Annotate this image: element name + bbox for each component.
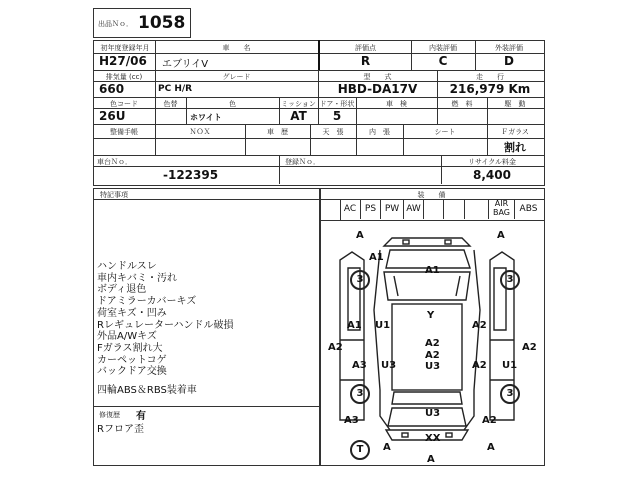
remark-item: バックドア交換 — [97, 366, 167, 378]
equipment-cell — [444, 199, 465, 219]
damage-mark-circle: 3 — [350, 270, 370, 290]
damage-mark: A — [356, 230, 364, 241]
model-name: エブリイV — [162, 59, 209, 70]
fuel-label: 燃 料 — [451, 100, 473, 108]
equipment-cell: AW — [404, 199, 424, 219]
doors-label: ドア・形状 — [319, 100, 355, 108]
damage-mark-circle: 3 — [500, 384, 520, 404]
chassis-number: -122395 — [163, 168, 219, 182]
mileage-label: 走 行 — [476, 73, 504, 81]
color-label: 色 — [229, 100, 236, 108]
damage-mark: A1 — [369, 252, 384, 263]
sunroof-label: 天 張 — [322, 128, 344, 136]
damage-mark: A3 — [352, 360, 367, 371]
damage-mark-circle: 3 — [500, 270, 520, 290]
glass-label: Ｆガラス — [501, 128, 529, 136]
damage-mark: A — [487, 442, 495, 453]
equipment-cell — [424, 199, 444, 219]
remark-item: ハンドルスレ — [97, 261, 157, 272]
damage-mark: U1 — [502, 360, 518, 371]
equipment-cell: AIR BAG — [489, 199, 515, 219]
abs-note: 四輪ABS＆RBS装着車 — [97, 385, 197, 396]
damage-mark: A2 — [522, 342, 537, 353]
history-label: 車 歴 — [267, 128, 288, 136]
damage-mark: U3 — [425, 408, 441, 419]
equipment-cell: ABS — [519, 204, 538, 214]
remark-item: 荷室キズ・凹み — [97, 307, 167, 319]
exterior-grade-label: 外装評価 — [495, 44, 523, 52]
registration-label: 登録Ｎｏ． — [285, 158, 320, 166]
equipment-cell: PW — [381, 199, 404, 219]
remark-item: 車内キバミ・汚れ — [97, 272, 177, 284]
damage-mark: A — [427, 454, 435, 465]
seat-label: シート — [434, 128, 456, 136]
remark-item: カーペットコゲ — [97, 354, 167, 366]
damage-mark: A2 — [472, 360, 487, 371]
damage-mark: U3 — [381, 360, 397, 371]
remark-item: ボディ退色 — [97, 284, 147, 296]
inspection-label: 車 検 — [386, 100, 407, 108]
grade: PC H/R — [158, 84, 193, 94]
damage-mark: A — [497, 230, 505, 241]
damage-mark: XX — [425, 433, 441, 444]
damage-mark: A1 — [347, 320, 362, 331]
equipment-label: 装 備 — [417, 191, 446, 199]
damage-mark: Y — [427, 310, 435, 321]
drive-label: 駆 動 — [504, 100, 526, 108]
remark-item: ドアミラーカバーキズ — [97, 296, 197, 308]
model-code: HBD-DA17V — [337, 82, 418, 96]
damage-mark: A2 — [425, 338, 440, 349]
interior-grade: C — [438, 54, 448, 68]
repair-note: Rフロア歪 — [97, 424, 144, 435]
chassis-label: 車台Ｎｏ． — [97, 158, 132, 166]
grade-label: グレード — [222, 73, 251, 81]
damage-mark: A2 — [328, 342, 343, 353]
model-name-label: 車 名 — [222, 44, 251, 52]
damage-mark-circle: 3 — [350, 384, 370, 404]
doors: 5 — [332, 109, 342, 123]
first-registration-label: 初年度登録年月 — [100, 44, 150, 52]
damage-mark: A2 — [425, 350, 440, 361]
lot-number-label: 出品Ｎｏ． — [98, 20, 133, 28]
transmission-label: ミッション — [281, 100, 316, 108]
damage-mark: U3 — [425, 361, 441, 372]
displacement: 660 — [99, 82, 125, 96]
repair-history-label: 修復歴 — [99, 411, 120, 419]
equipment-cell: AC — [340, 199, 361, 219]
equipment-cell — [465, 199, 489, 219]
interior-grade-label: 内装評価 — [429, 44, 457, 52]
nox-label: ＮＯＸ — [189, 128, 211, 136]
exterior-grade: D — [504, 54, 514, 68]
transmission: AT — [290, 109, 307, 123]
lot-number: 1058 — [138, 13, 186, 33]
remark-item: Rレギュレーターハンドル破損 — [97, 319, 234, 331]
damage-mark: U1 — [375, 320, 391, 331]
score-label: 評価点 — [355, 44, 376, 52]
color-code: 26U — [99, 109, 126, 123]
color-code-label: 色コード — [110, 100, 138, 108]
model-code-label: 型 式 — [363, 73, 392, 81]
mileage: 216,979 Km — [449, 82, 531, 96]
displacement-label: 排気量 (cc) — [105, 73, 143, 81]
damage-mark: A — [383, 442, 391, 453]
lot-number-box — [93, 8, 191, 38]
repair-history: 有 — [136, 411, 146, 422]
equipment-cell: PS — [361, 199, 381, 219]
remarks-label: 特記事項 — [100, 191, 128, 199]
first-registration: H27/06 — [99, 54, 147, 68]
color-change-label: 色替 — [163, 100, 178, 108]
damage-mark: A1 — [425, 265, 440, 276]
damage-mark-circle: T — [350, 440, 370, 460]
interior-trim-label: 内 張 — [369, 128, 390, 136]
recycle-fee: 8,400 — [473, 168, 511, 182]
recycle-fee-label: リサイクル料金 — [467, 158, 517, 166]
damage-mark: A2 — [472, 320, 487, 331]
damage-mark: A3 — [344, 415, 359, 426]
remark-item: Fガラス割れ大 — [97, 342, 163, 354]
score: R — [360, 54, 371, 68]
color: ホワイト — [190, 113, 222, 122]
remark-item: 外品A/Wキズ — [97, 331, 157, 343]
damage-mark: A2 — [482, 415, 497, 426]
manual-label: 整備手帳 — [110, 128, 138, 136]
glass-status: 割れ — [504, 141, 526, 154]
